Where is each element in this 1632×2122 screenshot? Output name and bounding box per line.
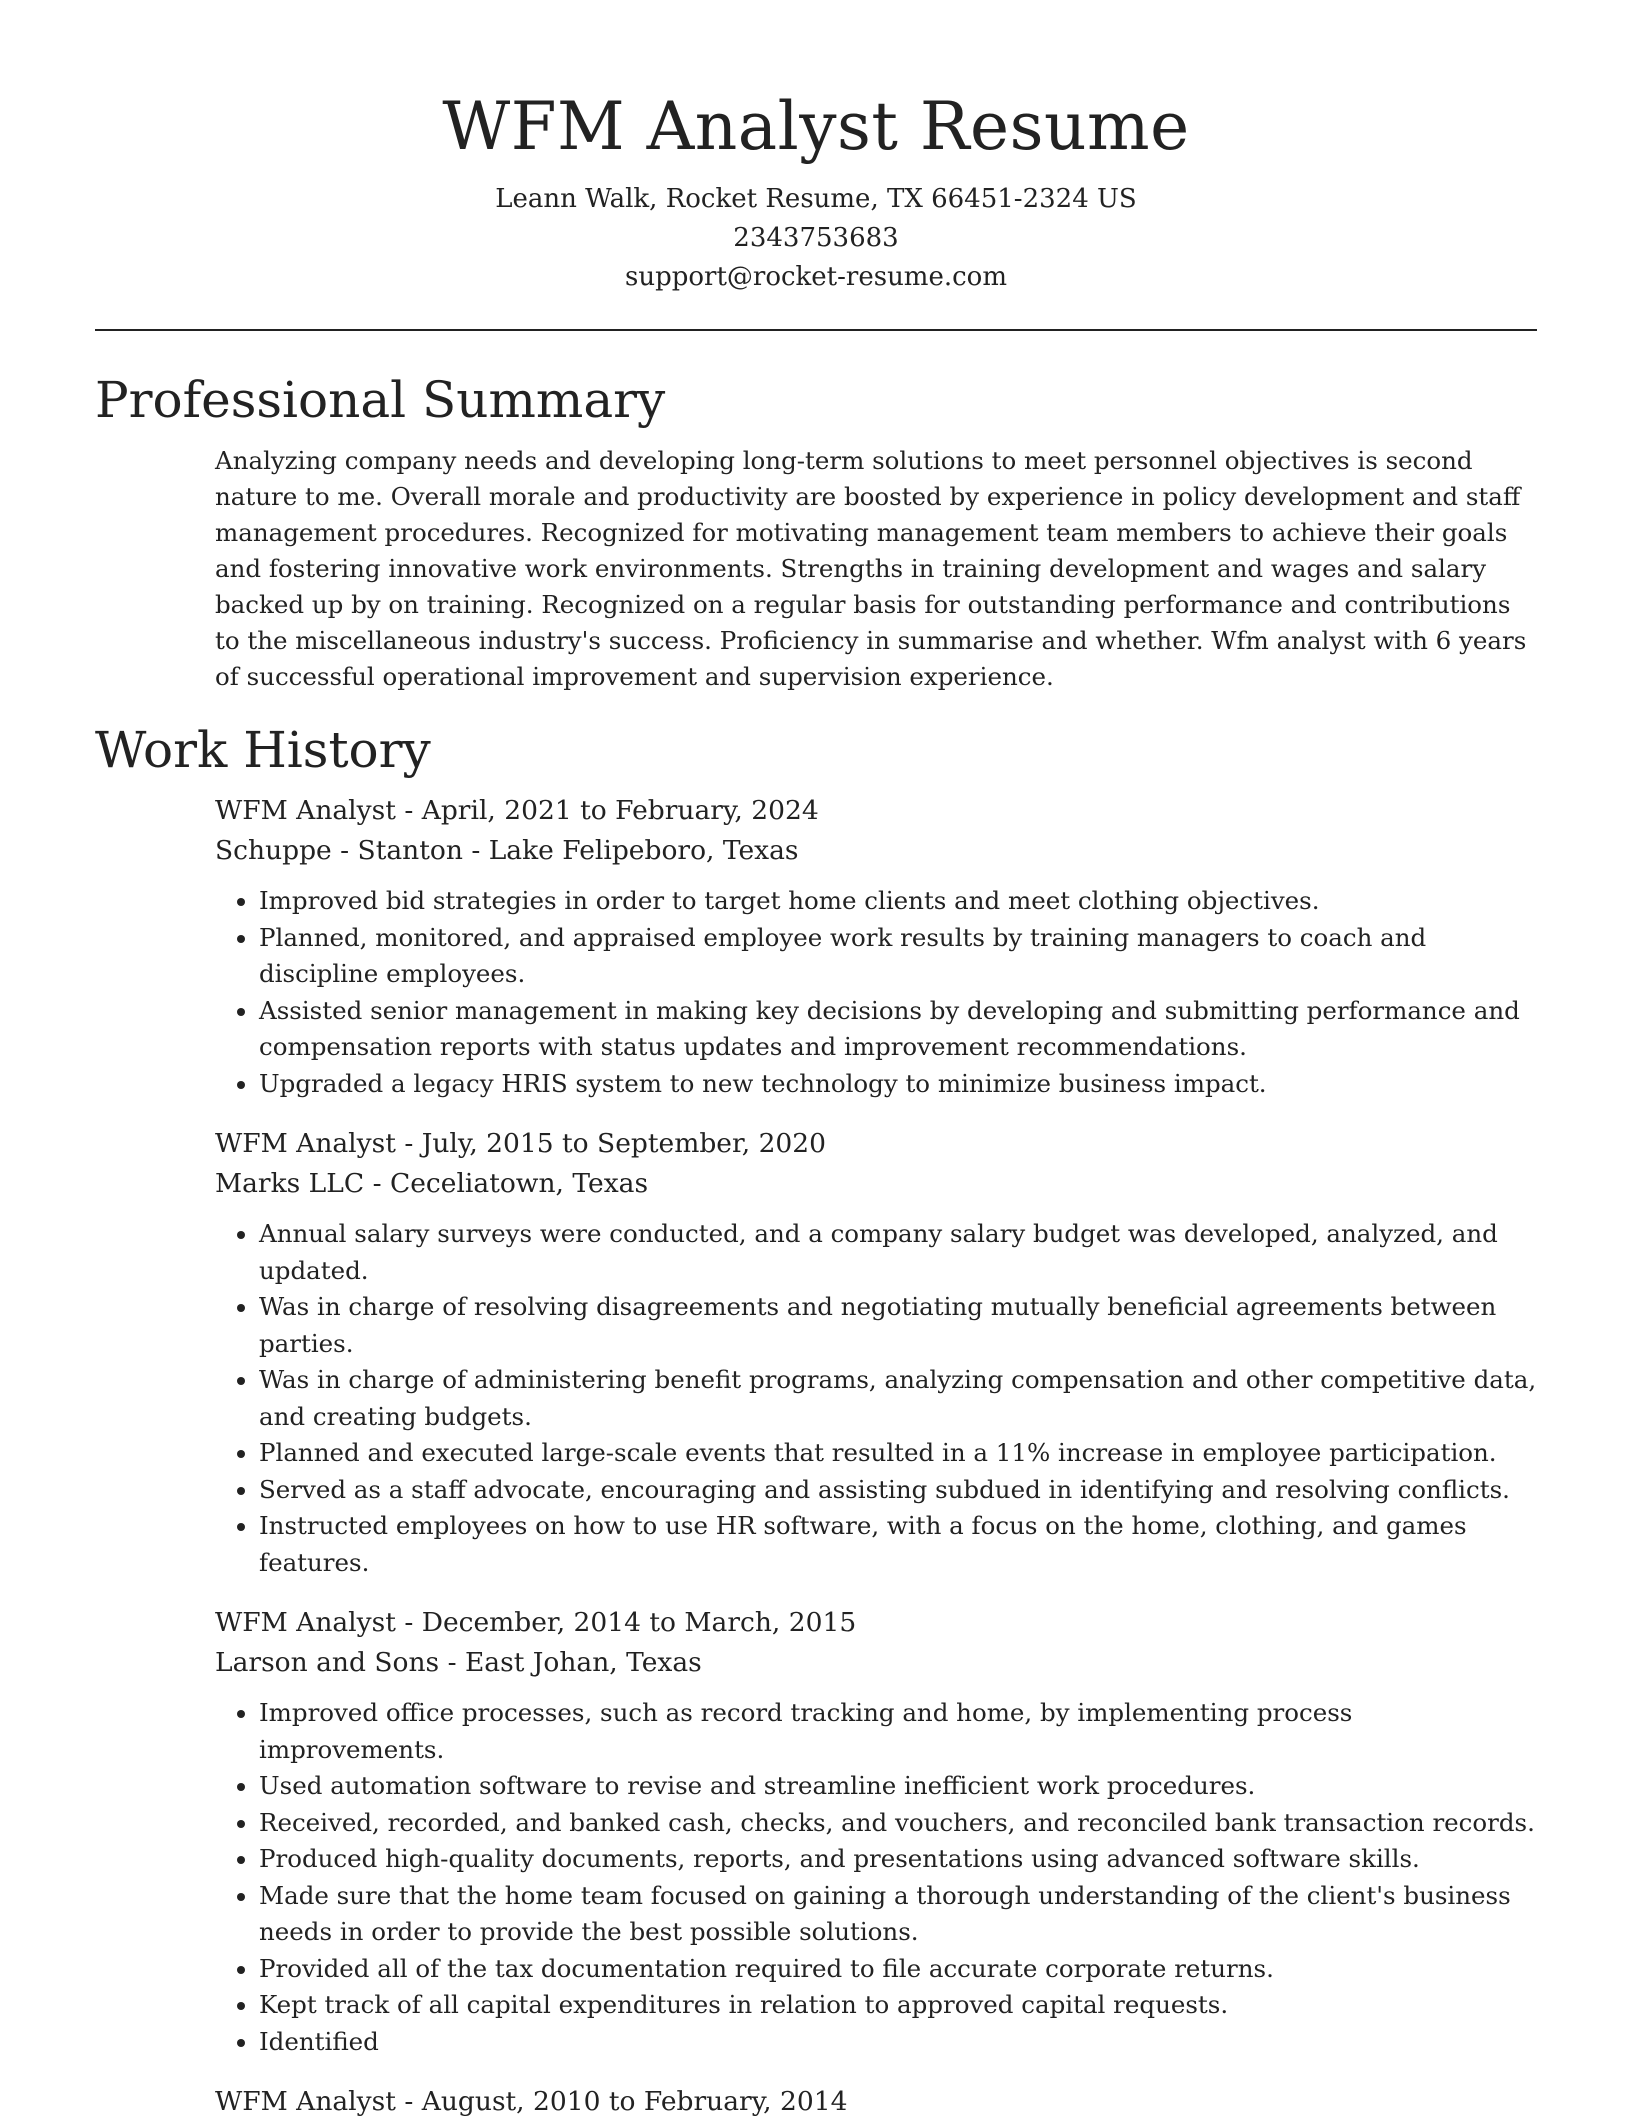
job-heading: [215, 1603, 1537, 1643]
contact-email: support@rocket-resume.com: [624, 262, 1007, 292]
job-bullet: • Improved bid strategies in order to target home clients and meet clothing objectives.: [259, 883, 1537, 920]
job-title: WFM Analyst: [215, 1607, 396, 1638]
job-dates: December, 2014 to March, 2015: [421, 1607, 857, 1638]
contact-phone: 2343753683: [733, 223, 899, 253]
job-bullet: • Improved office processes, such as record tracking and home, by implementing process improvements.: [259, 1695, 1537, 1768]
separator: -: [395, 1607, 422, 1638]
contact-address: Leann Walk, Rocket Resume, TX 66451-2324 US: [495, 184, 1137, 214]
job-heading: [215, 2082, 1537, 2122]
resume-page: [95, 0, 1537, 2122]
job-company: Schuppe - Stanton: [215, 835, 463, 866]
job-employer: [215, 1643, 1537, 1683]
separator: -: [364, 1168, 390, 1199]
job-location: Lake Felipeboro, Texas: [488, 835, 799, 866]
summary-text: Analyzing company needs and developing long-term solutions to meet personnel objectives is second nature to me. Overall morale and productivity are boosted by experience in policy development and staff management procedures. Recognized for motivating management team members to achieve their goals and fostering innovative work environments. Strengths in training development and wages and salary backed up by on training. Recognized on a regular basis for outstanding performance and contributions to the miscellaneous industry's success. Proficiency in summarise and whether. Wfm analyst with 6 years of successful operational improvement and supervision experience.: [215, 446, 1527, 691]
job-bullet: • Received, recorded, and banked cash, checks, and vouchers, and reconciled bank transaction records.: [259, 1805, 1537, 1842]
job-bullet-list: [215, 1216, 1537, 1581]
job-title: WFM Analyst: [215, 2086, 396, 2117]
job-location: East Johan, Texas: [464, 1647, 702, 1678]
job-bullet: • Used automation software to revise and streamline inefficient work procedures.: [259, 1768, 1537, 1805]
job-entry: [215, 2082, 1537, 2122]
job-employer: [215, 1164, 1537, 1204]
job-bullet: • Annual salary surveys were conducted, and a company salary budget was developed, analyzed, and updated.: [259, 1216, 1537, 1289]
separator: -: [395, 1128, 422, 1159]
separator: -: [395, 2086, 422, 2117]
section-heading-summary: Professional Summary: [95, 371, 666, 429]
job-heading: [215, 791, 1537, 831]
job-dates: July, 2015 to September, 2020: [421, 1128, 827, 1159]
job-title: WFM Analyst: [215, 795, 396, 826]
job-bullet-list: [215, 883, 1537, 1102]
job-bullet: • Served as a staff advocate, encouraging and assisting subdued in identifying and resolving conflicts.: [259, 1472, 1537, 1509]
job-bullet: • Was in charge of resolving disagreements and negotiating mutually beneficial agreements between parties.: [259, 1289, 1537, 1362]
job-entry: [215, 1124, 1537, 1581]
separator: -: [395, 795, 422, 826]
section-heading-work-history: Work History: [95, 721, 431, 779]
resume-header: [95, 0, 1537, 297]
job-employer: [215, 831, 1537, 871]
job-bullet: • Assisted senior management in making key decisions by developing and submitting performance and compensation reports with status updates and improvement recommendations.: [259, 993, 1537, 1066]
job-bullet: • Kept track of all capital expenditures in relation to approved capital requests.: [259, 1987, 1537, 2024]
job-dates: August, 2010 to February, 2014: [421, 2086, 848, 2117]
job-bullet: • Planned and executed large-scale events that resulted in a 11% increase in employee participation.: [259, 1435, 1537, 1472]
job-bullet: • Made sure that the home team focused on gaining a thorough understanding of the client's business needs in order to provide the best possible solutions.: [259, 1878, 1537, 1951]
job-heading: [215, 1124, 1537, 1164]
job-bullet: • Identified: [259, 2024, 1537, 2061]
job-dates: April, 2021 to February, 2024: [421, 795, 819, 826]
job-company: Larson and Sons: [215, 1647, 440, 1678]
separator: -: [462, 835, 489, 866]
separator: -: [439, 1647, 465, 1678]
job-entry: [215, 791, 1537, 1102]
job-bullet: • Upgraded a legacy HRIS system to new technology to minimize business impact.: [259, 1066, 1537, 1103]
work-history-list: [215, 791, 1537, 2122]
job-location: Ceceliatown, Texas: [389, 1168, 649, 1199]
job-company: Marks LLC: [215, 1168, 365, 1199]
job-entry: [215, 1603, 1537, 2060]
job-bullet: • Produced high-quality documents, reports, and presentations using advanced software skills.: [259, 1841, 1537, 1878]
job-title: WFM Analyst: [215, 1128, 396, 1159]
job-bullet-list: [215, 1695, 1537, 2060]
contact-block: [95, 180, 1537, 297]
job-bullet: • Provided all of the tax documentation required to file accurate corporate returns.: [259, 1951, 1537, 1988]
job-bullet: • Was in charge of administering benefit programs, analyzing compensation and other competitive data, and creating budgets.: [259, 1362, 1537, 1435]
resume-title: WFM Analyst Resume: [442, 88, 1190, 165]
header-divider: [95, 329, 1537, 331]
job-bullet: • Planned, monitored, and appraised employee work results by training managers to coach and discipline employees.: [259, 920, 1537, 993]
job-bullet: • Instructed employees on how to use HR software, with a focus on the home, clothing, and games features.: [259, 1508, 1537, 1581]
